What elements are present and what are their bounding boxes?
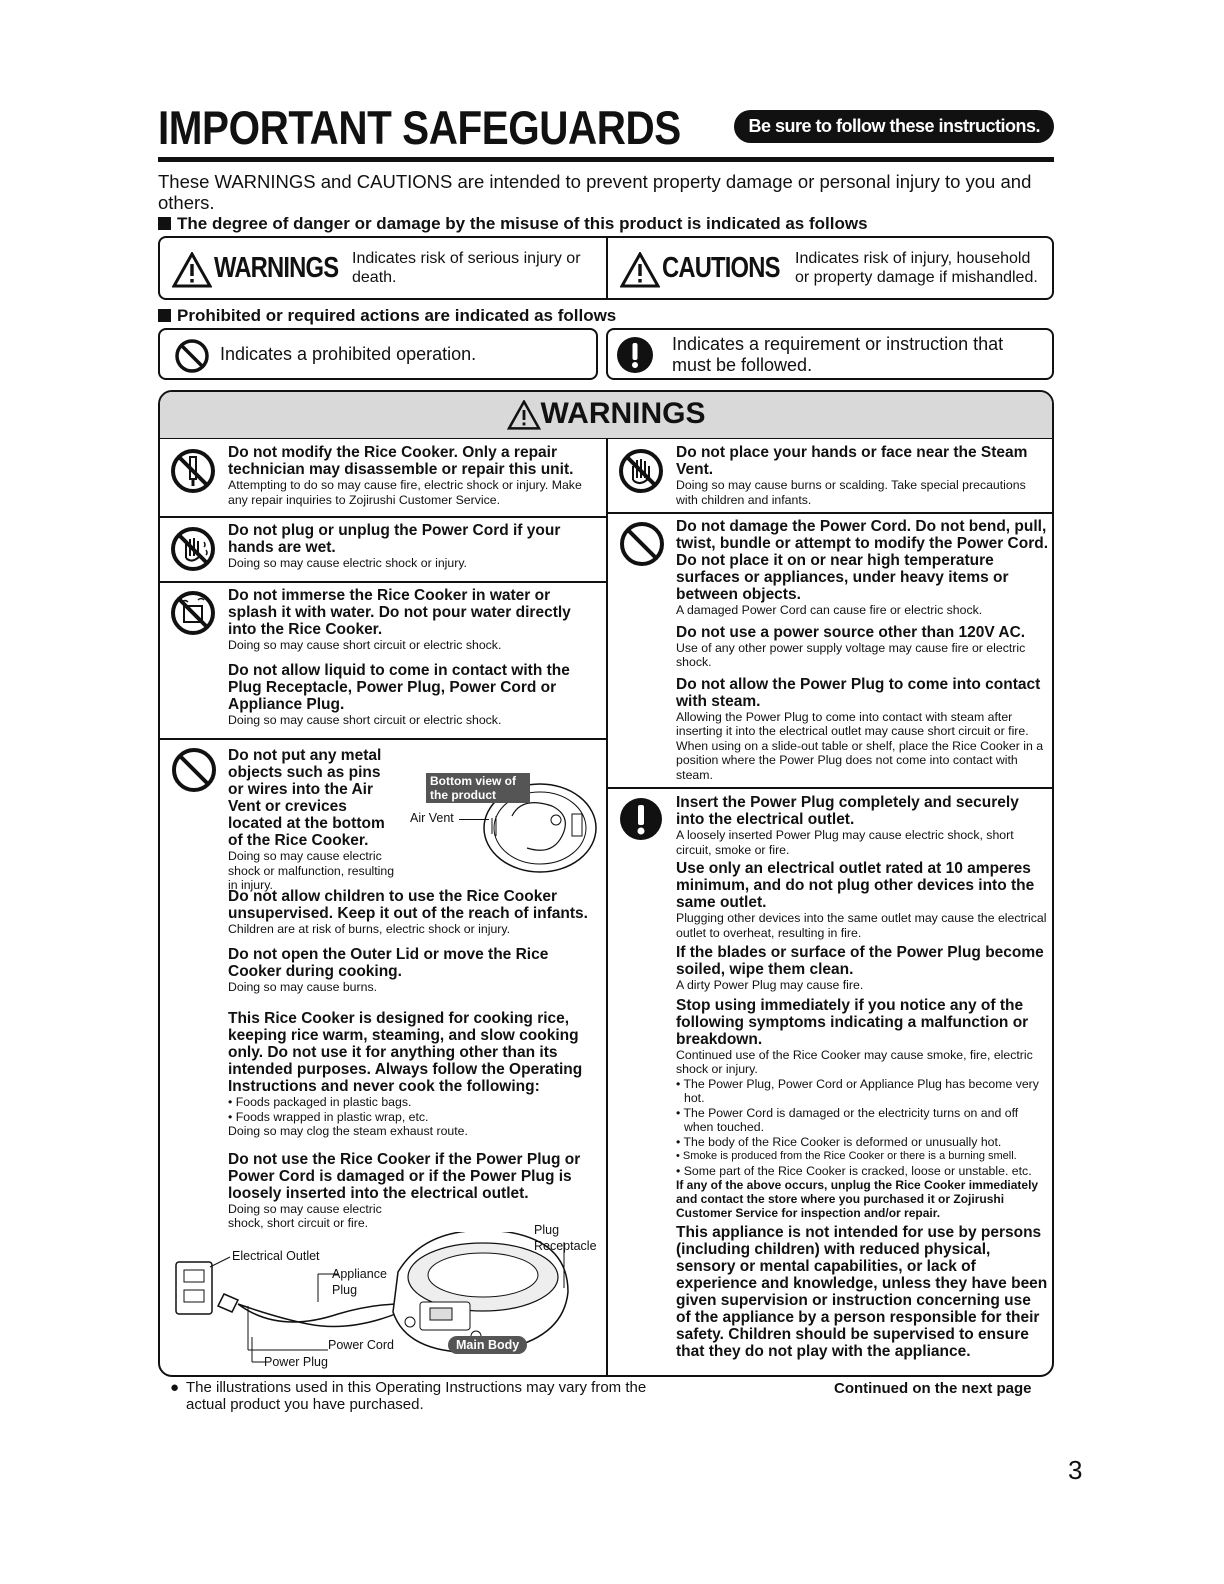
warning-detail-text: Doing so may cause short circuit or electric shock. — [228, 712, 502, 727]
continued-link: Continued on the next page — [834, 1380, 1032, 1397]
warnings-description: Indicates risk of serious injury or death. — [352, 250, 581, 286]
plug-receptacle-label: Plug Receptacle — [534, 1223, 597, 1253]
row-divider — [608, 512, 1054, 514]
bullet-item: • Some part of the Rice Cooker is cracked, loose or unstable. etc. — [676, 1163, 1032, 1178]
warning-bold-text: Do not use a power source other than 120V AC. — [676, 623, 1026, 641]
main-body-tag: Main Body — [448, 1336, 527, 1354]
warning-bold-text: This Rice Cooker is designed for cooking rice, keeping rice warm, steaming, and slow cooking only. Do not use it for anything other than its intended purposes. Always follow the Operating Instructions and never cook the following: — [228, 1010, 583, 1095]
required-description: Indicates a requirement or instruction that must be followed. — [672, 334, 1004, 375]
warning-detail-text: Doing so may cause burns or scalding. Take special precautions with children and infants. — [676, 478, 1026, 507]
warning-detail-text: Doing so may cause short circuit or electric shock. — [228, 638, 502, 652]
warnings-label: WARNINGS — [214, 252, 339, 284]
electrical-outlet-label: Electrical Outlet — [232, 1249, 320, 1263]
warning-item-children — [228, 888, 600, 1231]
no-water-icon — [170, 590, 216, 636]
degree-heading — [158, 214, 868, 234]
power-cord-label: Power Cord — [328, 1338, 394, 1352]
air-vent-label: Air Vent — [410, 811, 454, 825]
prohibited-description: Indicates a prohibited operation. — [220, 344, 477, 364]
warning-detail-text: Continued use of the Rice Cooker may cause smoke, fire, electric shock or injury. — [676, 1047, 1033, 1076]
required-legend — [606, 328, 1054, 380]
appliance-plug-label: Appliance Plug — [332, 1267, 387, 1297]
bullet-item: • The Power Cord is damaged or the electricity turns on and off when touched. — [676, 1105, 1019, 1134]
actions-heading — [158, 306, 616, 326]
warning-bold-text: Do not immerse the Rice Cooker in water or splash it with water. Do not pour water directly into the Rice Cooker. — [228, 587, 571, 638]
warning-item-modify — [228, 444, 600, 507]
warning-item-power-plug — [676, 794, 1048, 1360]
square-bullet-icon — [158, 217, 171, 230]
warning-bold-text: If the blades or surface of the Power Plug become soiled, wipe them clean. — [676, 944, 1044, 978]
warning-bold-text: Insert the Power Plug completely and securely into the electrical outlet. — [676, 794, 1019, 828]
warning-bold-text: Do not use the Rice Cooker if the Power Plug or Power Cord is damaged or if the Power Plug is loosely inserted into the electrical outlet. — [228, 1150, 581, 1202]
warnings-header — [160, 392, 1052, 439]
page-number: 3 — [1068, 1455, 1083, 1485]
warning-detail-text: A damaged Power Cord can cause fire or electric shock. — [676, 603, 983, 617]
warning-bold-text: Do not damage the Power Cord. Do not bend, pull, twist, bundle or attempt to modify the Power Cord. Do not place it on or near high temperature surfaces or appliances, under heavy items or between objects. — [676, 518, 1049, 603]
severity-legend — [158, 236, 1054, 300]
warning-detail-text: A dirty Power Plug may cause fire. — [676, 978, 864, 992]
warning-detail-text: Doing so may cause electric shock, short circuit or fire. — [228, 1201, 382, 1230]
warning-bold-text: Do not allow the Power Plug to come into contact with steam. — [676, 675, 1041, 710]
warning-detail-text: Doing so may cause electric shock or injury. — [228, 556, 467, 570]
warning-detail-text: Use of any other power supply voltage may cause fire or electric shock. — [676, 640, 1026, 669]
malfunction-note: If any of the above occurs, unplug the Rice Cooker immediately and contact the store where you purchased it or Zojirushi Customer Service for inspection and/or repair. — [676, 1178, 1039, 1220]
no-wet-hands-icon — [170, 526, 216, 572]
warning-detail-text: Doing so may cause electric shock or malfunction, resulting in injury. — [228, 849, 395, 892]
warnings-header-title — [160, 397, 1052, 431]
warning-bold-text: Do not plug or unplug the Power Cord if your hands are wet. — [228, 522, 561, 556]
power-plug-label: Power Plug — [264, 1355, 328, 1369]
warning-detail-text: Attempting to do so may cause fire, electric shock or injury. Make any repair inquiries to Zojirushi Customer Service. — [228, 478, 582, 507]
mandatory-icon — [618, 796, 664, 842]
prohibited-icon — [174, 338, 210, 374]
bottom-view-tag: Bottom view of the product — [426, 773, 530, 803]
bullet-item: • The body of the Rice Cooker is deformed or unusually hot. — [676, 1134, 1002, 1149]
mandatory-icon — [616, 336, 654, 374]
warning-bold-text: Do not put any metal objects such as pins or wires into the Air Vent or crevices located at the bottom of the Rice Cooker. — [228, 747, 385, 849]
illustration-note — [170, 1379, 670, 1413]
caution-triangle-icon — [620, 252, 660, 288]
square-bullet-icon — [158, 309, 171, 322]
bullet-item: • Foods wrapped in plastic wrap, etc. — [228, 1109, 429, 1124]
warning-detail-text: A loosely inserted Power Plug may cause electric shock, short circuit, smoke or fire. — [676, 828, 1014, 857]
page-title: IMPORTANT SAFEGUARDS — [158, 101, 681, 154]
warnings-header-text: WARNINGS — [540, 397, 706, 430]
prohibited-icon — [618, 520, 666, 568]
prohibited-legend — [158, 328, 598, 380]
title-row — [158, 100, 1054, 160]
legend-divider — [606, 238, 608, 298]
warning-bold-text: This appliance is not intended for use by persons (including children) with reduced physical, sensory or mental capabilities, or lack of experience and knowledge, unless they have been given supervision or instruction concerning use of the appliance by a person responsible for their safety. Children should be supervised to ensure that they do not play with the appliance. — [676, 1224, 1048, 1360]
warning-bold-text: Do not modify the Rice Cooker. Only a repair technician may disassemble or repair this unit. — [228, 444, 574, 478]
bullet-item: • Smoke is produced from the Rice Cooker or there is a burning smell. — [676, 1150, 1017, 1162]
row-divider — [160, 516, 606, 518]
warning-bold-text: Do not open the Outer Lid or move the Rice Cooker during cooking. — [228, 945, 549, 980]
warning-triangle-icon — [172, 252, 212, 288]
title-divider — [158, 157, 1054, 162]
prohibited-icon — [170, 746, 218, 794]
bullet-item: • The Power Plug, Power Cord or Appliance Plug has become very hot. — [676, 1076, 1039, 1105]
cautions-label: CAUTIONS — [662, 252, 780, 284]
row-divider — [160, 738, 606, 740]
air-vent-leader-line — [459, 819, 489, 820]
row-divider — [160, 581, 606, 583]
follow-instructions-badge: Be sure to follow these instructions. — [734, 110, 1054, 143]
illustration-note-text: The illustrations used in this Operating Instructions may vary from the actual product you have purchased. — [186, 1379, 647, 1413]
warning-bold-text: Do not allow children to use the Rice Cooker unsupervised. Keep it out of the reach of infants. — [228, 888, 588, 922]
actions-heading-text: Prohibited or required actions are indicated as follows — [177, 306, 617, 325]
bullet-dot: ● — [170, 1379, 180, 1396]
warnings-section — [158, 390, 1054, 1377]
cautions-description: Indicates risk of injury, household or property damage if mishandled. — [795, 250, 1038, 286]
warning-item-wet-hands — [228, 522, 600, 571]
warning-bold-text: Do not allow liquid to come in contact with the Plug Receptacle, Power Plug, Power Cord or Appliance Plug. — [228, 661, 570, 713]
intro-text: These WARNINGS and CAUTIONS are intended to prevent property damage or personal injury to you and others. — [158, 171, 1032, 213]
warning-triangle-icon — [507, 400, 541, 430]
warning-detail-text: Plugging other devices into the same outlet may cause the electrical outlet to overheat, resulting in fire. — [676, 911, 1047, 940]
warning-detail-text: Allowing the Power Plug to come into contact with steam after inserting it into the electrical outlet may cause short circuit or fire. When using on a slide-out table or shelf, place the Rice Cooker in a position where the Power Plug does not come into contact with steam. — [676, 709, 1044, 782]
no-touch-steam-icon — [618, 448, 664, 494]
row-divider — [608, 787, 1054, 789]
warning-detail-text: Doing so may cause burns. — [228, 979, 378, 994]
degree-heading-text: The degree of danger or damage by the misuse of this product is indicated as follows — [177, 214, 868, 233]
warning-detail-text: Children are at risk of burns, electric shock or injury. — [228, 922, 511, 936]
warning-detail-text: Doing so may clog the steam exhaust route. — [228, 1124, 468, 1138]
no-disassembly-icon — [170, 448, 216, 494]
warning-item-steam-vent — [676, 444, 1048, 507]
warning-bold-text: Use only an electrical outlet rated at 10 amperes minimum, and do not plug other devices into the same outlet. — [676, 860, 1035, 911]
warning-item-power-cord — [676, 518, 1048, 782]
bullet-item: • Foods packaged in plastic bags. — [228, 1095, 412, 1109]
warning-item-water — [228, 587, 600, 727]
warning-bold-text: Do not place your hands or face near the Steam Vent. — [676, 444, 1028, 478]
warning-bold-text: Stop using immediately if you notice any of the following symptoms indicating a malfunction or breakdown. — [676, 996, 1029, 1048]
